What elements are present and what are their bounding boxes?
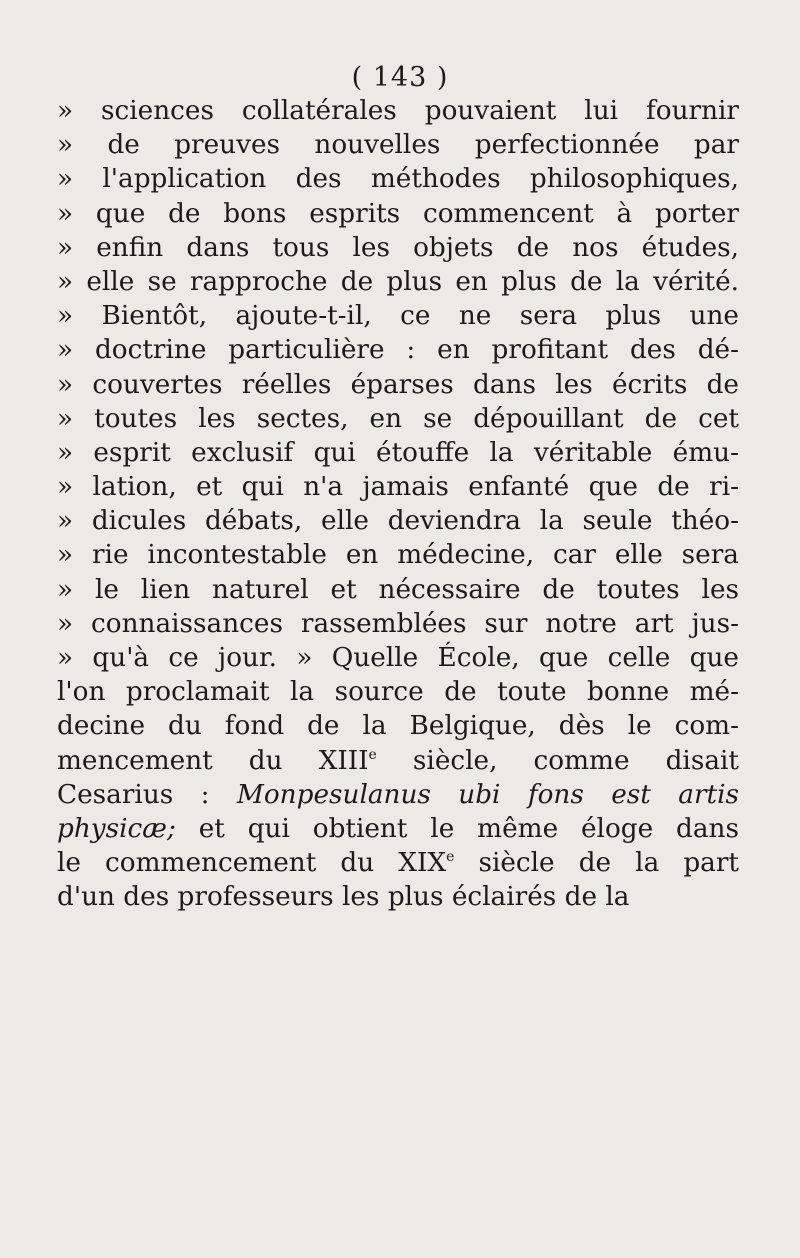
text-line: » rie incontestable en médecine, car elle sera [57,540,739,571]
text-line: » toutes les sectes, en se dépouillant de cet [57,403,739,434]
text-run: siècle de la part [454,848,739,879]
text-line [57,744,739,778]
superscript: e [368,746,377,763]
text-line: » Bientôt, ajoute-t-il, ce ne sera plus une [57,301,739,332]
text-line: » qu'à ce jour. » Quelle École, que celle que [57,643,739,673]
body-text [57,94,739,915]
text-line: » que de bons esprits commencent à porter [57,198,739,229]
superscript: e [446,849,455,866]
text-line: decine du fond de la Belgique, dès le com- [57,711,739,742]
text-line: » le lien naturel et nécessaire de toutes les [57,574,739,605]
text-line: » esprit exclusif qui étouffe la véritable ému- [57,437,739,468]
text-line: » dicules débats, elle deviendra la seule théo- [57,506,739,537]
text-line [57,812,739,846]
text-line: d'un des professeurs les plus éclairés de la [57,882,630,913]
italic-latin-quote: physicæ; [57,813,176,844]
text-run: mencement du XIII [57,745,369,776]
text-line: » elle se rapproche de plus en plus de la vérité. [57,266,739,297]
text-line: l'on proclamait la source de toute bonne mé- [57,677,739,708]
text-line: » connaissances rassemblées sur notre art jus- [57,608,739,639]
text-line [57,846,739,880]
text-run: siècle, comme disait [376,745,739,776]
text-line: » l'application des méthodes philosophiques, [57,164,739,195]
text-line: » doctrine particulière : en profitant des dé- [57,335,739,366]
text-line: » couvertes réelles éparses dans les écrits de [57,369,739,400]
text-line [57,778,739,812]
italic-latin-quote: Monpesulanus ubi fons est artis [236,779,739,810]
text-line: » de preuves nouvelles perfectionnée par [57,130,739,161]
page-number: ( 143 ) [351,62,449,93]
text-line: » sciences collatérales pouvaient lui fournir [57,96,739,126]
text-line: » enfin dans tous les objets de nos études, [57,232,739,263]
text-line: » lation, et qui n'a jamais enfanté que de ri- [57,472,739,503]
text-run: et qui obtient le même éloge dans [175,813,739,844]
text-run: Cesarius : [57,779,237,810]
text-run: le commencement du XIX [57,848,447,879]
